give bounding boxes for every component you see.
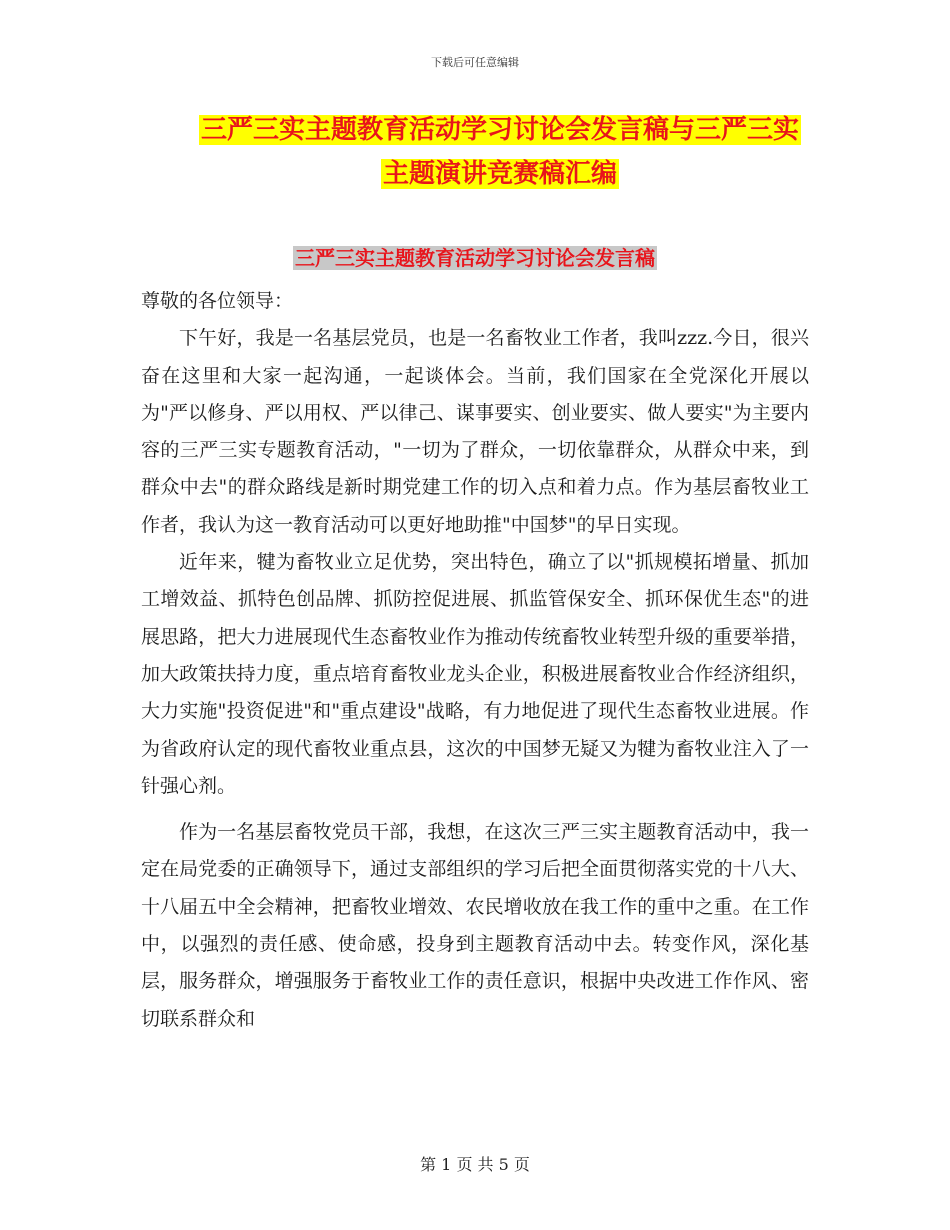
document-title-line-2 xyxy=(140,154,860,194)
document-body xyxy=(141,283,809,1038)
paragraph-2: 近年来，犍为畜牧业立足优势，突出特色，确立了以"抓规模拓增量、抓加工增效益、抓特色创品牌、抓防控促进展、抓监管保安全、抓环保优生态"的进展思路，把大力进展现代生态畜牧业作为推动传统畜牧业转型升级的重要举措，加大政策扶持力度，重点培育畜牧业龙头企业，积极进展畜牧业合作经济组织，大力实施"投资促进"和"重点建设"战略，有力地促进了现代生态畜牧业进展。作为省政府认定的现代畜牧业重点县，这次的中国梦无疑又为犍为畜牧业注入了一针强心剂。 xyxy=(141,551,809,797)
document-title-text-2: 主题演讲竞赛稿汇编 xyxy=(382,159,617,189)
document-title-line-1 xyxy=(140,110,860,150)
page-header-note: 下载后可任意编辑 xyxy=(431,56,519,69)
paragraph-1: 下午好，我是一名基层党员，也是一名畜牧业工作者，我叫zzz.今日，很兴奋在这里和大家一起沟通，一起谈体会。当前，我们国家在全党深化开展以为"严以修身、严以用权、严以律己、谋事要实、创业要实、做人要实"为主要内容的三严三实专题教育活动，"一切为了群众，一切依靠群众，从群众中来，到群众中去"的群众路线是新时期党建工作的切入点和着力点。作为基层畜牧业工作者，我认为这一教育活动可以更好地助推"中国梦"的早日实现。 xyxy=(141,327,809,536)
salutation: 尊敬的各位领导： xyxy=(141,290,294,312)
page-footer: 第 1 页 共 5 页 xyxy=(420,1155,530,1174)
section-title xyxy=(0,243,950,273)
document-title-text-1: 三严三实主题教育活动学习讨论会发言稿与三严三实 xyxy=(200,115,799,145)
section-title-text: 三严三实主题教育活动学习讨论会发言稿 xyxy=(295,246,655,270)
paragraph-3: 作为一名基层畜牧党员干部，我想，在这次三严三实主题教育活动中，我一定在局党委的正确领导下，通过支部组织的学习后把全面贯彻落实党的十八大、十八届五中全会精神，把畜牧业增效、农民增收放在我工作的重中之重。在工作中，以强烈的责任感、使命感，投身到主题教育活动中去。转变作风，深化基层，服务群众，增强服务于畜牧业工作的责任意识，根据中央改进工作作风、密切联系群众和 xyxy=(141,821,809,1030)
